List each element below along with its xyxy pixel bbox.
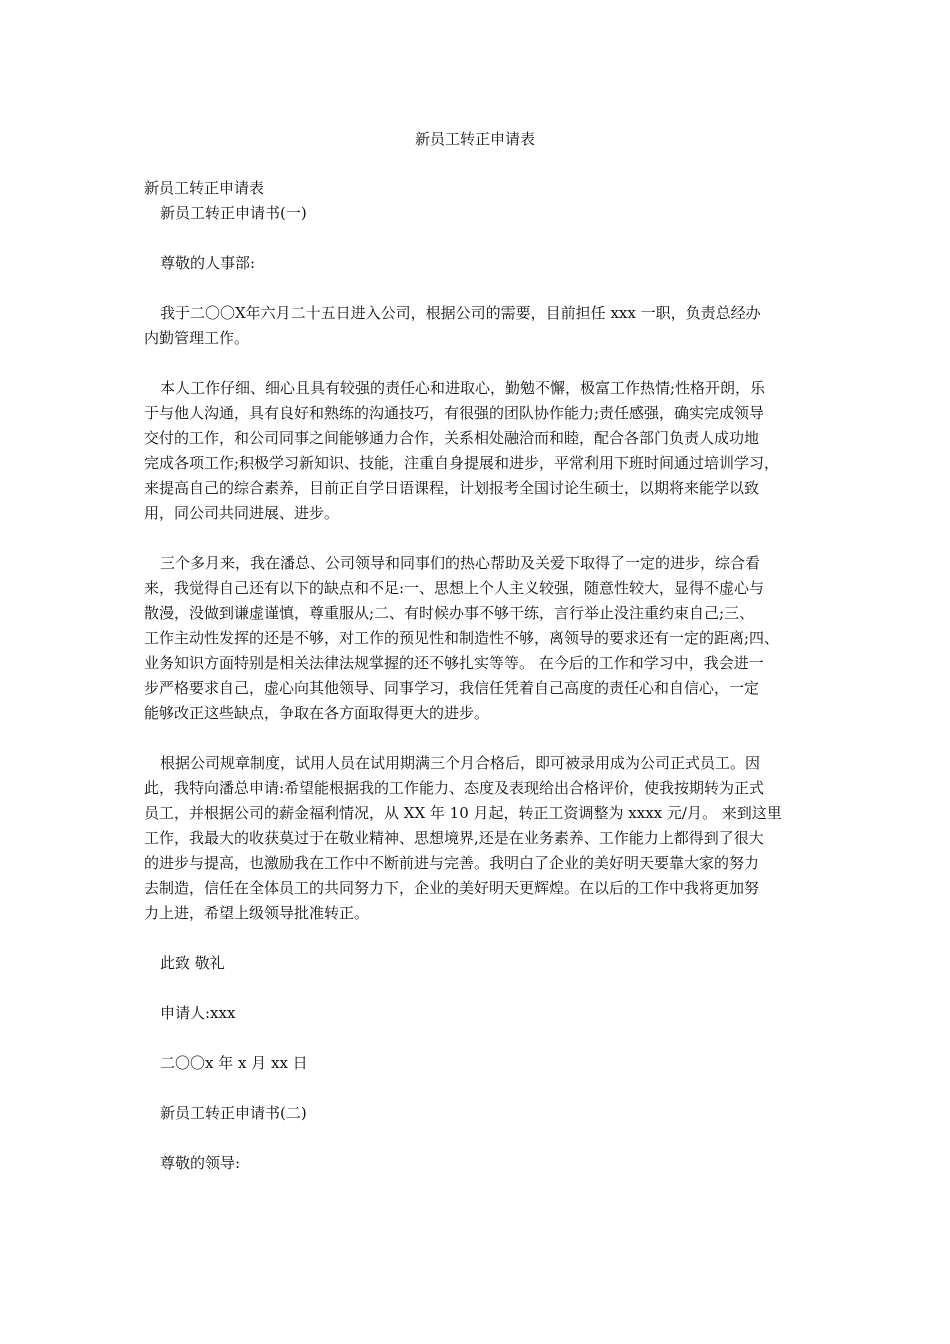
text-line: 工作，我最大的收获莫过于在敬业精神、思想境界,还是在业务素养、工作能力上都得到了很大 (144, 829, 764, 847)
letter-one-title: 新员工转正申请书(一) (160, 204, 307, 222)
text-line: 散漫，没做到谦虚谨慎，尊重服从;二、有时候办事不够干练，言行举止没注重约束自己;三、 (144, 604, 755, 622)
text-line: 工作主动性发挥的还是不够，对工作的预见性和制造性不够，离领导的要求还有一定的距离;四、 (144, 629, 780, 647)
text-line: 内勤管理工作。 (144, 329, 250, 347)
text-line: 来，我觉得自己还有以下的缺点和不足:一、思想上个人主义较强，随意性较大，显得不虚心与 (144, 579, 765, 597)
text-line: 完成各项工作;积极学习新知识、技能，注重自身提展和进步，平常利用下班时间通过培训学习， (144, 454, 780, 472)
text-line: 此，我特向潘总申请:希望能根据我的工作能力、态度及表现给出合格评价，使我按期转为正式 (144, 779, 765, 797)
closing-text: 此致 敬礼 (160, 954, 225, 972)
document-body (144, 176, 812, 1176)
text-line: 我于二〇〇X年六月二十五日进入公司，根据公司的需要，目前担任 xxx 一职，负责总经办 (160, 304, 761, 322)
paragraph-shortcomings (144, 551, 812, 726)
text-line: 于与他人沟通，具有良好和熟练的沟通技巧，有很强的团队协作能力;责任感强，确实完成领导 (144, 404, 765, 422)
document-title: 新员工转正申请表 (414, 130, 535, 148)
text-line: 员工，并根据公司的薪金福利情况，从 XX 年 10 月起，转正工资调整为 xxxx 元/月。 来到这里 (144, 804, 782, 822)
paragraph-request (144, 751, 812, 926)
document-heading: 新员工转正申请表 (144, 179, 265, 197)
paragraph-self-assessment (144, 376, 812, 526)
text-line: 去制造，信任在全体员工的共同努力下，企业的美好明天更辉煌。在以后的工作中我将更加努 (144, 879, 760, 897)
salutation-one: 尊敬的人事部: (160, 254, 256, 272)
text-line: 本人工作仔细、细心且具有较强的责任心和进取心，勤勉不懈，极富工作热情;性格开朗，乐 (160, 379, 766, 397)
applicant-line: 申请人:xxx (160, 1004, 236, 1022)
salutation-two: 尊敬的领导: (160, 1154, 241, 1172)
text-line: 力上进，希望上级领导批准转正。 (144, 904, 370, 922)
text-line: 步严格要求自己，虚心向其他领导、同事学习，我信任凭着自己高度的责任心和自信心，一定 (144, 679, 760, 697)
text-line: 的进步与提高，也激励我在工作中不断前进与完善。我明白了企业的美好明天要靠大家的努力 (144, 854, 760, 872)
text-line: 根据公司规章制度，试用人员在试用期满三个月合格后，即可被录用成为公司正式员工。因 (160, 754, 761, 772)
text-line: 交付的工作，和公司同事之间能够通力合作，关系相处融洽而和睦，配合各部门负责人成功地 (144, 429, 760, 447)
text-line: 来提高自己的综合素养，目前正自学日语课程，计划报考全国讨论生硕士，以期将来能学以致 (144, 479, 760, 497)
date-line: 二〇〇x 年 x 月 xx 日 (160, 1054, 308, 1072)
text-line: 业务知识方面特别是相关法律法规掌握的还不够扎实等等。 在今后的工作和学习中，我会进一 (144, 654, 764, 672)
text-line: 三个多月来，我在潘总、公司领导和同事们的热心帮助及关爱下取得了一定的进步，综合看 (160, 554, 761, 572)
text-line: 能够改正这些缺点，争取在各方面取得更大的进步。 (144, 704, 490, 722)
paragraph-intro (144, 301, 812, 351)
text-line: 用，同公司共同进展、进步。 (144, 504, 340, 522)
letter-two-title: 新员工转正申请书(二) (160, 1104, 307, 1122)
